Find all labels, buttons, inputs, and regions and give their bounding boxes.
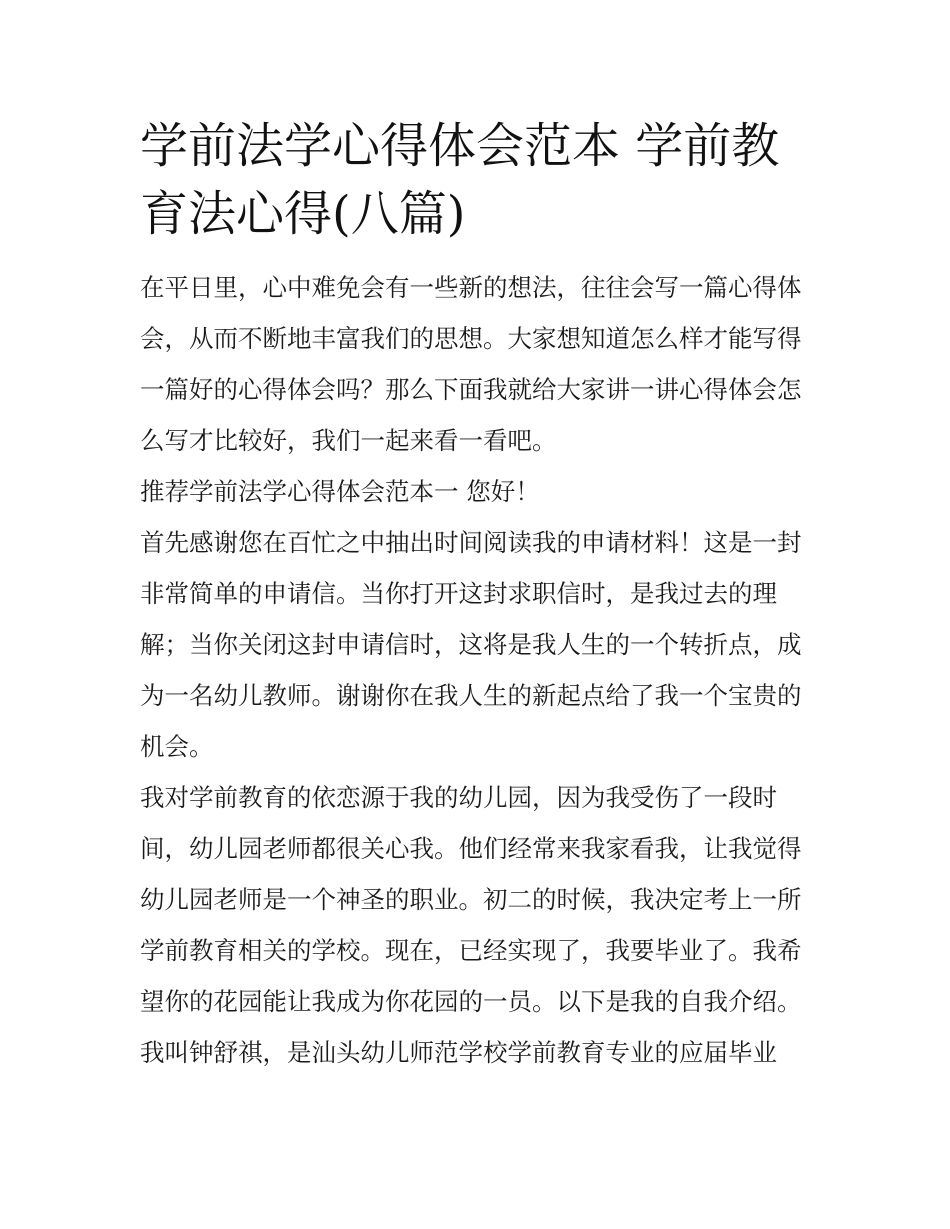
text-line: 么写才比较好，我们一起来看一看吧。 — [140, 426, 557, 455]
text-line: 机会。 — [140, 732, 214, 761]
text-line: 首先感谢您在百忙之中抽出时间阅读我的申请材料！这是一封 — [140, 528, 802, 557]
document-content — [140, 112, 812, 1078]
body-paragraph-1 — [140, 517, 812, 772]
text-line: 为一名幼儿教师。谢谢你在我人生的新起点给了我一个宝贵的 — [140, 681, 802, 710]
text-line: 我对学前教育的依恋源于我的幼儿园，因为我受伤了一段时 — [140, 783, 777, 812]
text-line: 解；当你关闭这封申请信时，这将是我人生的一个转折点，成 — [140, 630, 802, 659]
text-line: 会，从而不断地丰富我们的思想。大家想知道怎么样才能写得 — [140, 324, 802, 353]
text-line: 我叫钟舒祺，是汕头幼儿师范学校学前教育专业的应届毕业 — [140, 1038, 777, 1067]
document-title — [140, 112, 812, 248]
text-line: 在平日里，心中难免会有一些新的想法，往往会写一篇心得体 — [140, 273, 802, 302]
text-line: 幼儿园老师是一个神圣的职业。初二的时候，我决定考上一所 — [140, 885, 802, 914]
text-line: 非常简单的申请信。当你打开这封求职信时，是我过去的理 — [140, 579, 777, 608]
title-line-1: 学前法学心得体会范本 学前教 — [140, 118, 780, 174]
text-line: 一篇好的心得体会吗？那么下面我就给大家讲一讲心得体会怎 — [140, 375, 802, 404]
title-line-2: 育法心得(八篇) — [140, 186, 466, 242]
text-line: 望你的花园能让我成为你花园的一员。以下是我的自我介绍。 — [140, 987, 802, 1016]
body-paragraph-2 — [140, 772, 812, 1078]
intro-paragraph — [140, 262, 812, 466]
text-line: 推荐学前法学心得体会范本一 您好！ — [140, 477, 540, 506]
text-line: 间，幼儿园老师都很关心我。他们经常来我家看我，让我觉得 — [140, 834, 802, 863]
section-heading-paragraph — [140, 466, 812, 517]
text-line: 学前教育相关的学校。现在，已经实现了，我要毕业了。我希 — [140, 936, 802, 965]
